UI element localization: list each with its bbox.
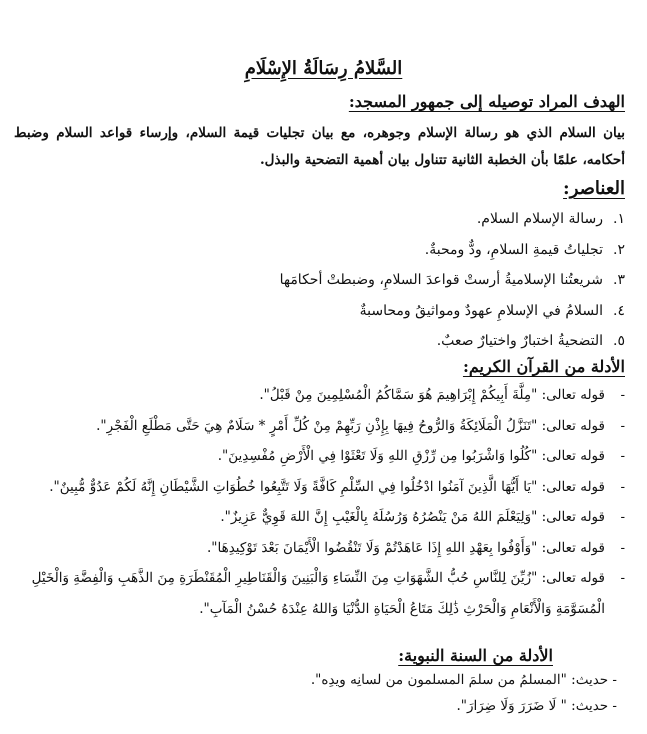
- item-number: ٢.: [613, 241, 625, 258]
- verse-text: "زُيِّنَ لِلنَّاسِ حُبُّ الشَّهَوَاتِ مِنَ النِّسَاءِ وَالْبَنِينَ وَالْقَنَاطِيرِ الْمُقَنْطَرَةِ مِنَ الذَّهَبِ وَالْفِضَّةِ وَالْخَيْلِ الْمُسَوَّمَةِ وَالْأَنْعَامِ وَالْحَرْثِ ذَٰلِكَ مَتَاعُ الْحَيَاةِ الدُّنْيَا وَاللهُ عِنْدَهُ حُسْنُ الْمَآبِ".: [31, 570, 605, 617]
- list-item: [30, 204, 625, 235]
- elements-heading: العناصر:: [563, 178, 625, 199]
- verse-prefix: قوله تعالى:: [537, 509, 605, 525]
- list-item: [24, 563, 625, 624]
- item-number: ٥.: [613, 333, 625, 349]
- bullet-dash: -: [620, 509, 625, 525]
- verse-prefix: قوله تعالى:: [537, 448, 605, 464]
- list-item: [30, 326, 625, 357]
- item-number: ٣.: [613, 272, 625, 288]
- item-text: التضحيةُ اختبارٌ واختيارٌ صعبٌ.: [436, 333, 603, 349]
- bullet-dash: -: [620, 478, 625, 495]
- verse-prefix: قوله تعالى:: [537, 570, 605, 586]
- list-item: [30, 296, 625, 327]
- goal-heading: الهدف المراد توصيله إلى جمهور المسجد:: [348, 92, 625, 111]
- elements-list: [30, 204, 625, 357]
- quran-evidence-list: [24, 380, 625, 624]
- verse-text: "وَأَوْفُوا بِعَهْدِ اللهِ إِذَا عَاهَدْتُمْ وَلَا تَنْقُضُوا الْأَيْمَانَ بَعْدَ تَوْكِيدِهَا".: [206, 539, 538, 556]
- list-item: [24, 472, 625, 503]
- list-item: [30, 265, 625, 296]
- item-number: ٤.: [613, 302, 625, 319]
- list-item: [24, 502, 625, 533]
- quran-heading: الأدلة من القرآن الكريم:: [462, 357, 625, 376]
- verse-text: "وَلِيَعْلَمَ اللهُ مَنْ يَنْصُرُهُ وَرُسُلَهُ بِالْغَيْبِ إِنَّ اللهَ قَوِيٌّ عَزِيزٌ".: [220, 509, 538, 525]
- bullet-dash: -: [620, 387, 625, 403]
- page-title: السَّلامُ رِسَالَةُ الإِسْلَامِ: [244, 58, 403, 79]
- list-item: [24, 441, 625, 472]
- item-text: رسالة الإسلام السلام.: [476, 211, 603, 227]
- item-text: السلامُ في الإسلامِ عهودٌ ومواثيقُ ومحاسبةٌ: [359, 302, 603, 319]
- verse-text: "مِلَّةَ أَبِيكُمْ إِبْرَاهِيمَ هُوَ سَمَّاكُمُ الْمُسْلِمِينَ مِنْ قَبْلُ".: [259, 387, 538, 403]
- verse-prefix: قوله تعالى:: [537, 478, 605, 495]
- list-item: [24, 380, 625, 411]
- goal-text: بيان السلام الذي هو رسالة الإسلام وجوهره، مع بيان تجليات قيمة السلام، وإرساء قواعد السلام وضبط أحكامه، علمًا بأن الخطبة الثانية تتناول بيان أهمية التضحية والبذل.: [14, 125, 625, 168]
- bullet-dash: -: [620, 570, 625, 586]
- item-number: ١.: [613, 211, 625, 227]
- verse-text: "تَنَزَّلُ الْمَلَائِكَةُ وَالرُّوحُ فِيهَا بِإِذْنِ رَبِّهِمْ مِنْ كُلِّ أَمْرٍ * سَلَامٌ هِيَ حَتَّى مَطْلَعِ الْفَجْرِ".: [96, 417, 538, 434]
- list-item: - حديث: " لَا ضَرَرَ وَلَا ضِرَارَ".: [456, 698, 617, 714]
- verse-prefix: قوله تعالى:: [537, 417, 605, 434]
- list-item: [30, 235, 625, 266]
- verse-text: "كُلُوا وَاشْرَبُوا مِن رِّزْقِ اللهِ وَلَا تَعْثَوْا فِي الْأَرْضِ مُفْسِدِينَ".: [217, 448, 538, 464]
- hadith-list: [24, 667, 617, 719]
- list-item: [24, 411, 625, 442]
- verse-prefix: قوله تعالى:: [537, 387, 605, 403]
- bullet-dash: -: [620, 417, 625, 434]
- bullet-dash: -: [620, 448, 625, 464]
- sunnah-heading: الأدلة من السنة النبوية:: [398, 646, 553, 665]
- verse-text: "يَا أَيُّهَا الَّذِينَ آمَنُوا ادْخُلُوا فِي السِّلْمِ كَافَّةً وَلَا تَتَّبِعُوا خُطُوَاتِ الشَّيْطَانِ إِنَّهُ لَكُمْ عَدُوٌّ مُّبِينٌ".: [49, 478, 538, 495]
- list-item: [24, 533, 625, 564]
- verse-prefix: قوله تعالى:: [537, 539, 605, 556]
- bullet-dash: -: [620, 539, 625, 556]
- list-item: - حديث: "المسلمُ من سلمَ المسلمون من لسانِه ويدِه".: [310, 672, 617, 688]
- item-text: تجلياتُ قيمةِ السلامِ، ودٌّ ومحبةٌ.: [424, 241, 603, 258]
- item-text: شريعتُنا الإسلاميةُ أرستْ قواعدَ السلامِ، وضبطتْ أحكامَها: [279, 272, 603, 288]
